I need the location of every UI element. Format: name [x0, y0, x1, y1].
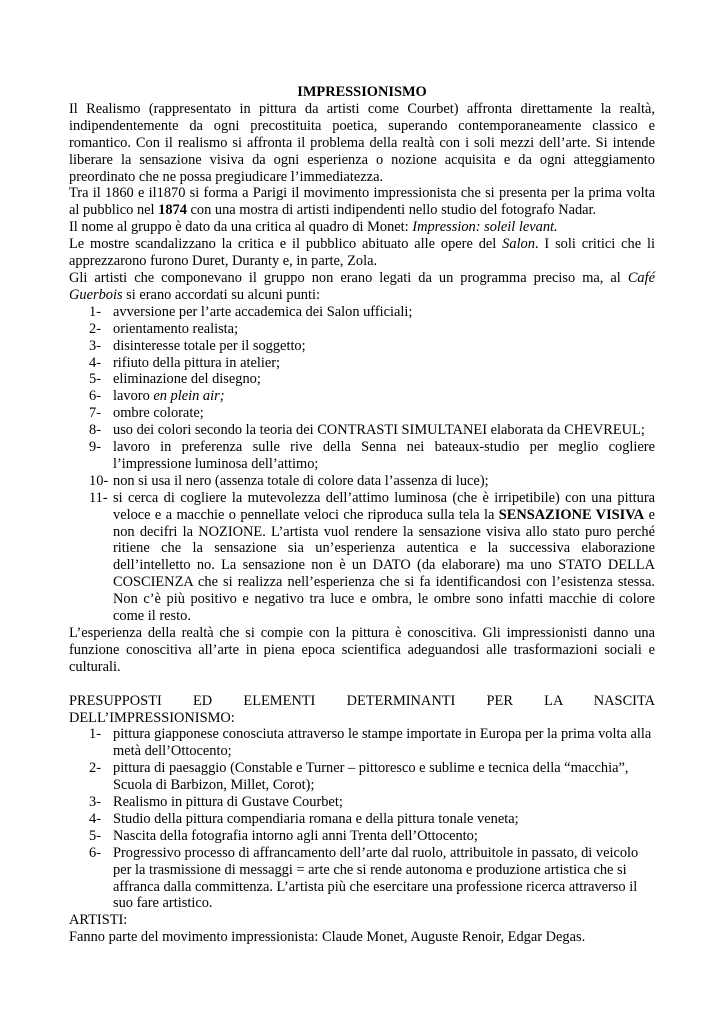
list-item-text: non si usa il nero (assenza totale di colore data l’assenza di luce); — [113, 472, 489, 489]
list-item-number: 4- — [89, 354, 101, 371]
list-item-number: 11- — [89, 489, 108, 506]
list-item — [69, 371, 655, 388]
list-item-text: uso dei colori secondo la teoria dei CONTRASTI SIMULTANEI elaborata da CHEVREUL; — [113, 422, 645, 439]
list-item — [69, 473, 655, 490]
list-item — [69, 388, 655, 405]
list-item-number: 2- — [89, 760, 101, 777]
list-item — [69, 304, 655, 321]
list-item-number: 5- — [89, 371, 101, 388]
points-list — [69, 304, 655, 625]
list-item — [69, 439, 655, 473]
list-item — [69, 794, 655, 811]
artisti-paragraph: Fanno parte del movimento impressionista: Claude Monet, Auguste Renoir, Edgar Degas. — [69, 929, 586, 946]
intro-paragraph-mostre — [69, 236, 655, 270]
artisti-heading: ARTISTI: — [69, 912, 128, 929]
intro-paragraph-nascita — [69, 185, 655, 219]
list-item-number: 1- — [89, 726, 101, 743]
mostre-text-a: Le mostre scandalizzano la critica e il pubblico abituato alle opere del — [69, 236, 503, 253]
list-item-text: Progressivo processo di affrancamento dell’arte dal ruolo, attribuitole in passato, di veicolo per la trasmissione di messaggi = arte che si rende autonoma e produzione artistica che si affranca dalla committenza. L’artista più che esercitare una professione ricerca attraverso il suo fare artistico. — [113, 844, 639, 912]
artisti-text-b: si erano accordati su alcuni punti: — [122, 286, 320, 303]
list-item — [69, 490, 655, 625]
list-item-text: Realismo in pittura di Gustave Courbet; — [113, 794, 343, 811]
list-item — [69, 811, 655, 828]
document-page — [69, 84, 655, 946]
list-item-number: 4- — [89, 810, 101, 827]
list-item-number: 3- — [89, 337, 101, 354]
list-item-text: pittura giapponese conosciuta attraverso le stampe importate in Europa per la prima volta alla metà dell’Ottocento; — [113, 726, 652, 760]
presupposti-heading-line2: DELL’IMPRESSIONISMO: — [69, 709, 235, 726]
presupposti-list — [69, 726, 655, 912]
list-item-text: Nascita della fotografia intorno agli anni Trenta dell’Ottocento; — [113, 827, 478, 844]
list-item — [69, 726, 655, 760]
list-item — [69, 321, 655, 338]
list-item-number: 6- — [89, 388, 101, 405]
list-item — [69, 828, 655, 845]
cafe-guerbois: Café Guerbois — [69, 269, 655, 303]
artisti-text-a: Gli artisti che componevano il gruppo non erano legati da un programma preciso ma, al — [69, 269, 628, 286]
list-item — [69, 405, 655, 422]
list-item-text: Studio della pittura compendiaria romana e della pittura tonale veneta; — [113, 810, 519, 827]
sensazione-visiva: SENSAZIONE VISIVA — [498, 506, 645, 523]
presupposti-heading-line1: PRESUPPOSTI ED ELEMENTI DETERMINANTI PER LA NASCITA — [69, 692, 655, 709]
list-item-text: eliminazione del disegno; — [113, 371, 261, 388]
list-item-text: disinteresse totale per il soggetto; — [113, 337, 306, 354]
page-title: IMPRESSIONISMO — [297, 84, 427, 100]
en-plein-air: en plein air; — [153, 388, 225, 405]
list-item-text: lavoro — [113, 388, 154, 405]
list-item-text: si cerca di cogliere la mutevolezza dell’attimo luminosa (che è irripetibile) con una pittura veloce e a macchie o pennellate veloci che riproduca sulla tela la — [113, 489, 655, 523]
nascita-text-b: con una mostra di artisti indipendenti nello studio del fotografo Nadar. — [186, 202, 597, 219]
list-item-text: e non decifri la NOZIONE. L’artista vuol rendere la sensazione visiva allo stato puro perché ritiene che la sensazione sia un’esperienza autentica e la successiva elaborazione dell’intelletto no. La sensazione non è un DATO (da elaborare) ma uno STATO DELLA COSCIENZA che si realizza nell’esperienza che si fa identificandosi con l’esistenza stessa. Non c’è più positivo e negativo tra luce e ombra, le ombre sono infatti macchie di colore come il resto. — [113, 506, 655, 625]
list-item-text: ombre colorate; — [113, 405, 204, 422]
salon-word: Salon — [502, 236, 535, 253]
nascita-text-a: Tra il 1860 e il1870 si forma a Parigi il movimento impressionista che si presenta per la prima volta al pubblico nel — [69, 185, 655, 219]
list-item — [69, 760, 655, 794]
impression-title: Impression: soleil levant. — [412, 219, 558, 236]
list-item-number: 1- — [89, 303, 101, 320]
mostre-text-b: . I soli critici che li apprezzarono furono Duret, Duranty e, in parte, Zola. — [69, 236, 655, 270]
list-item-text: avversione per l’arte accademica dei Salon ufficiali; — [113, 303, 413, 320]
list-item-number: 3- — [89, 794, 101, 811]
list-item — [69, 845, 655, 913]
list-item-number: 9- — [89, 439, 101, 456]
year-1874: 1874 — [158, 202, 187, 219]
list-item — [69, 422, 655, 439]
list-item-number: 8- — [89, 422, 101, 439]
intro-paragraph-nome — [69, 219, 655, 236]
conclusion-paragraph: L’esperienza della realtà che si compie con la pittura è conoscitiva. Gli impressionisti danno una funzione conoscitiva all’arte in piena epoca scientifica adeguandosi alle trasformazioni sociali e culturali. — [69, 625, 655, 675]
intro-paragraph-artisti — [69, 270, 655, 304]
blank-line — [69, 676, 655, 693]
list-item-number: 7- — [89, 405, 101, 422]
intro-paragraph-realismo: Il Realismo (rappresentato in pittura da artisti come Courbet) affronta direttamente la realtà, indipendentemente da ogni precostituita poetica, superando contemporaneamente classico e romantico. Con il realismo si affronta il problema della realtà con i soli mezzi dell’arte. Si intende liberare la sensazione visiva da ogni esperienza o nozione acquisita e da ogni atteggiamento preordinato che ne possa pregiudicare l’immediatezza. — [69, 100, 655, 185]
list-item-number: 5- — [89, 827, 101, 844]
list-item-text: pittura di paesaggio (Constable e Turner – pittoresco e sublime e tecnica della “macchia”, Scuola di Barbizon, Millet, Corot); — [113, 760, 629, 794]
list-item-number: 6- — [89, 844, 101, 861]
list-item-number: 10- — [89, 472, 109, 489]
list-item — [69, 355, 655, 372]
list-item-text: lavoro in preferenza sulle rive della Senna nei bateaux-studio per meglio cogliere l’impressione luminosa dell’attimo; — [113, 439, 655, 472]
list-item-number: 2- — [89, 320, 101, 337]
list-item-text: rifiuto della pittura in atelier; — [113, 354, 281, 371]
nome-text: Il nome al gruppo è dato da una critica al quadro di Monet: — [69, 219, 413, 236]
list-item — [69, 338, 655, 355]
list-item-text: orientamento realista; — [113, 320, 239, 337]
